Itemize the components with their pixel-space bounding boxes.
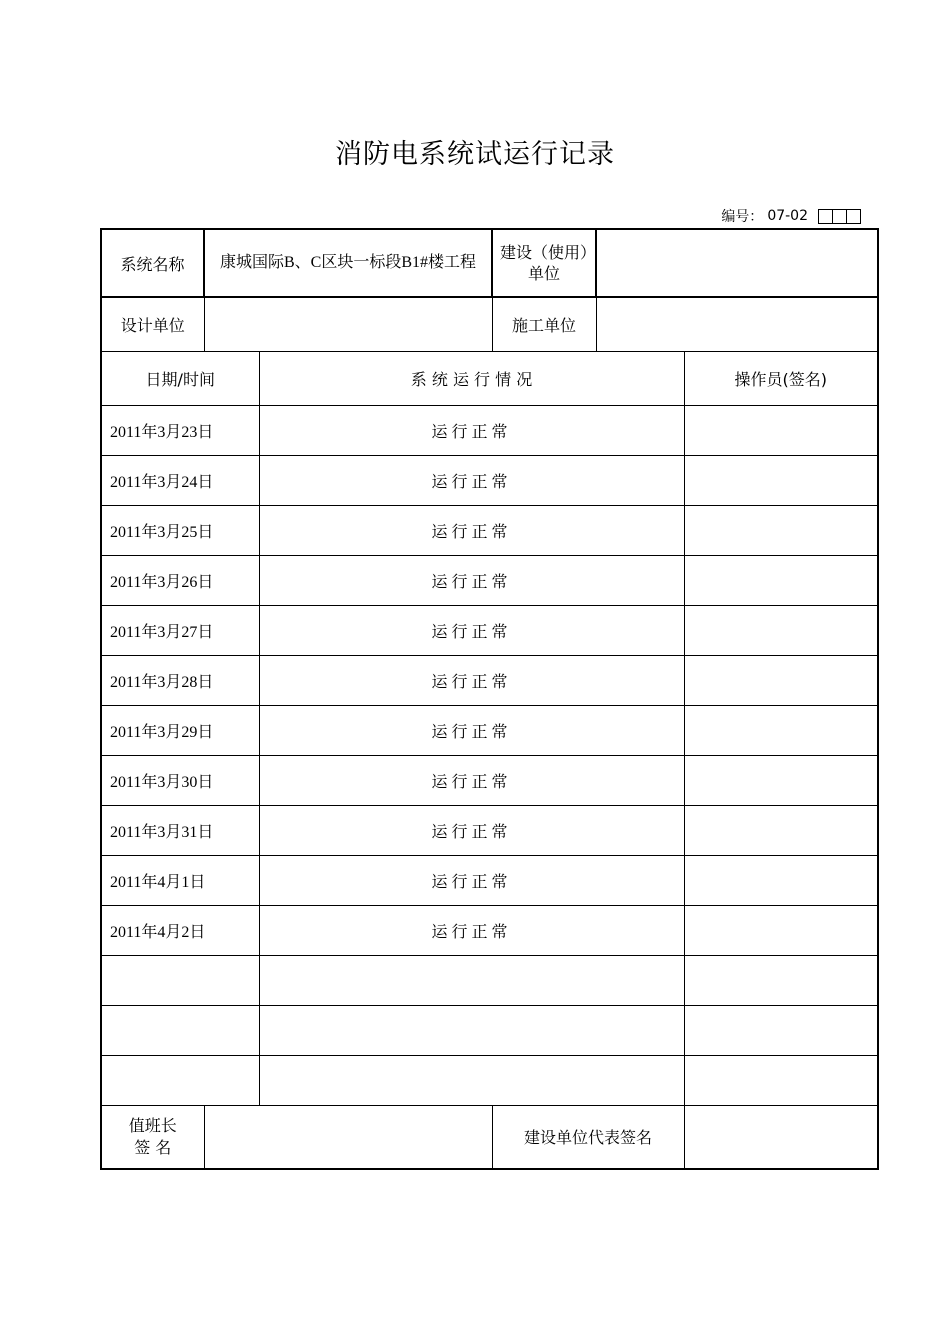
row-operator <box>684 855 878 905</box>
column-header-status: 系 统 运 行 情 况 <box>259 351 684 405</box>
table-row <box>101 905 878 955</box>
table-row <box>101 405 878 455</box>
row-status: 运行正常 <box>259 505 684 555</box>
shift-leader-label <box>101 1105 204 1169</box>
owner-unit-label: 建设（使用）单位 <box>492 229 596 297</box>
row-operator <box>684 505 878 555</box>
row-status: 运行正常 <box>259 605 684 655</box>
row-status: 运行正常 <box>259 905 684 955</box>
document-number <box>721 206 860 226</box>
table-row <box>101 605 878 655</box>
row-operator <box>684 755 878 805</box>
row-operator <box>684 605 878 655</box>
row-date: 2011年4月2日 <box>101 905 259 955</box>
design-unit-value <box>204 297 492 351</box>
row-date <box>101 1005 259 1055</box>
row-status: 运行正常 <box>259 805 684 855</box>
construction-unit-label: 施工单位 <box>492 297 596 351</box>
table-row <box>101 755 878 805</box>
row-date <box>101 1055 259 1105</box>
row-operator <box>684 1005 878 1055</box>
row-status: 运行正常 <box>259 755 684 805</box>
row-operator <box>684 705 878 755</box>
shift-leader-label-line2: 签 名 <box>134 1137 172 1157</box>
design-unit-label: 设计单位 <box>101 297 204 351</box>
table-row <box>101 1055 878 1105</box>
row-date: 2011年3月28日 <box>101 655 259 705</box>
row-date: 2011年4月1日 <box>101 855 259 905</box>
column-header-operator: 操作员(签名) <box>684 351 878 405</box>
table-row <box>101 955 878 1005</box>
record-table <box>100 228 879 1170</box>
table-row <box>101 805 878 855</box>
table-row <box>101 505 878 555</box>
row-status <box>259 1005 684 1055</box>
row-date: 2011年3月27日 <box>101 605 259 655</box>
row-operator <box>684 905 878 955</box>
row-operator <box>684 405 878 455</box>
row-status: 运行正常 <box>259 405 684 455</box>
table-row <box>101 555 878 605</box>
row-status <box>259 1055 684 1105</box>
row-operator <box>684 955 878 1005</box>
document-number-value: 07-02 <box>767 208 808 224</box>
row-date: 2011年3月30日 <box>101 755 259 805</box>
row-status: 运行正常 <box>259 705 684 755</box>
table-row <box>101 655 878 705</box>
row-operator <box>684 805 878 855</box>
row-date: 2011年3月29日 <box>101 705 259 755</box>
table-row <box>101 1005 878 1055</box>
owner-rep-signature <box>684 1105 878 1169</box>
row-status: 运行正常 <box>259 455 684 505</box>
page-title: 消防电系统试运行记录 <box>335 139 615 170</box>
row-status <box>259 955 684 1005</box>
row-date: 2011年3月31日 <box>101 805 259 855</box>
row-operator <box>684 455 878 505</box>
system-name-value: 康城国际B、C区块一标段B1#楼工程 <box>204 229 492 297</box>
system-name-label: 系统名称 <box>101 229 204 297</box>
row-operator <box>684 555 878 605</box>
table-row <box>101 705 878 755</box>
shift-leader-signature <box>204 1105 492 1169</box>
row-status: 运行正常 <box>259 855 684 905</box>
owner-unit-value <box>596 229 878 297</box>
row-date <box>101 955 259 1005</box>
construction-unit-value <box>596 297 878 351</box>
row-date: 2011年3月24日 <box>101 455 259 505</box>
table-row <box>101 855 878 905</box>
owner-rep-label: 建设单位代表签名 <box>492 1105 684 1169</box>
row-date: 2011年3月23日 <box>101 405 259 455</box>
row-operator <box>684 1055 878 1105</box>
column-header-date: 日期/时间 <box>101 351 259 405</box>
table-row <box>101 455 878 505</box>
document-number-boxes <box>818 209 860 224</box>
row-operator <box>684 655 878 705</box>
row-status: 运行正常 <box>259 655 684 705</box>
shift-leader-label-line1: 值班长 <box>128 1115 177 1135</box>
document-number-label: 编号： <box>721 209 764 225</box>
row-date: 2011年3月25日 <box>101 505 259 555</box>
row-status: 运行正常 <box>259 555 684 605</box>
row-date: 2011年3月26日 <box>101 555 259 605</box>
